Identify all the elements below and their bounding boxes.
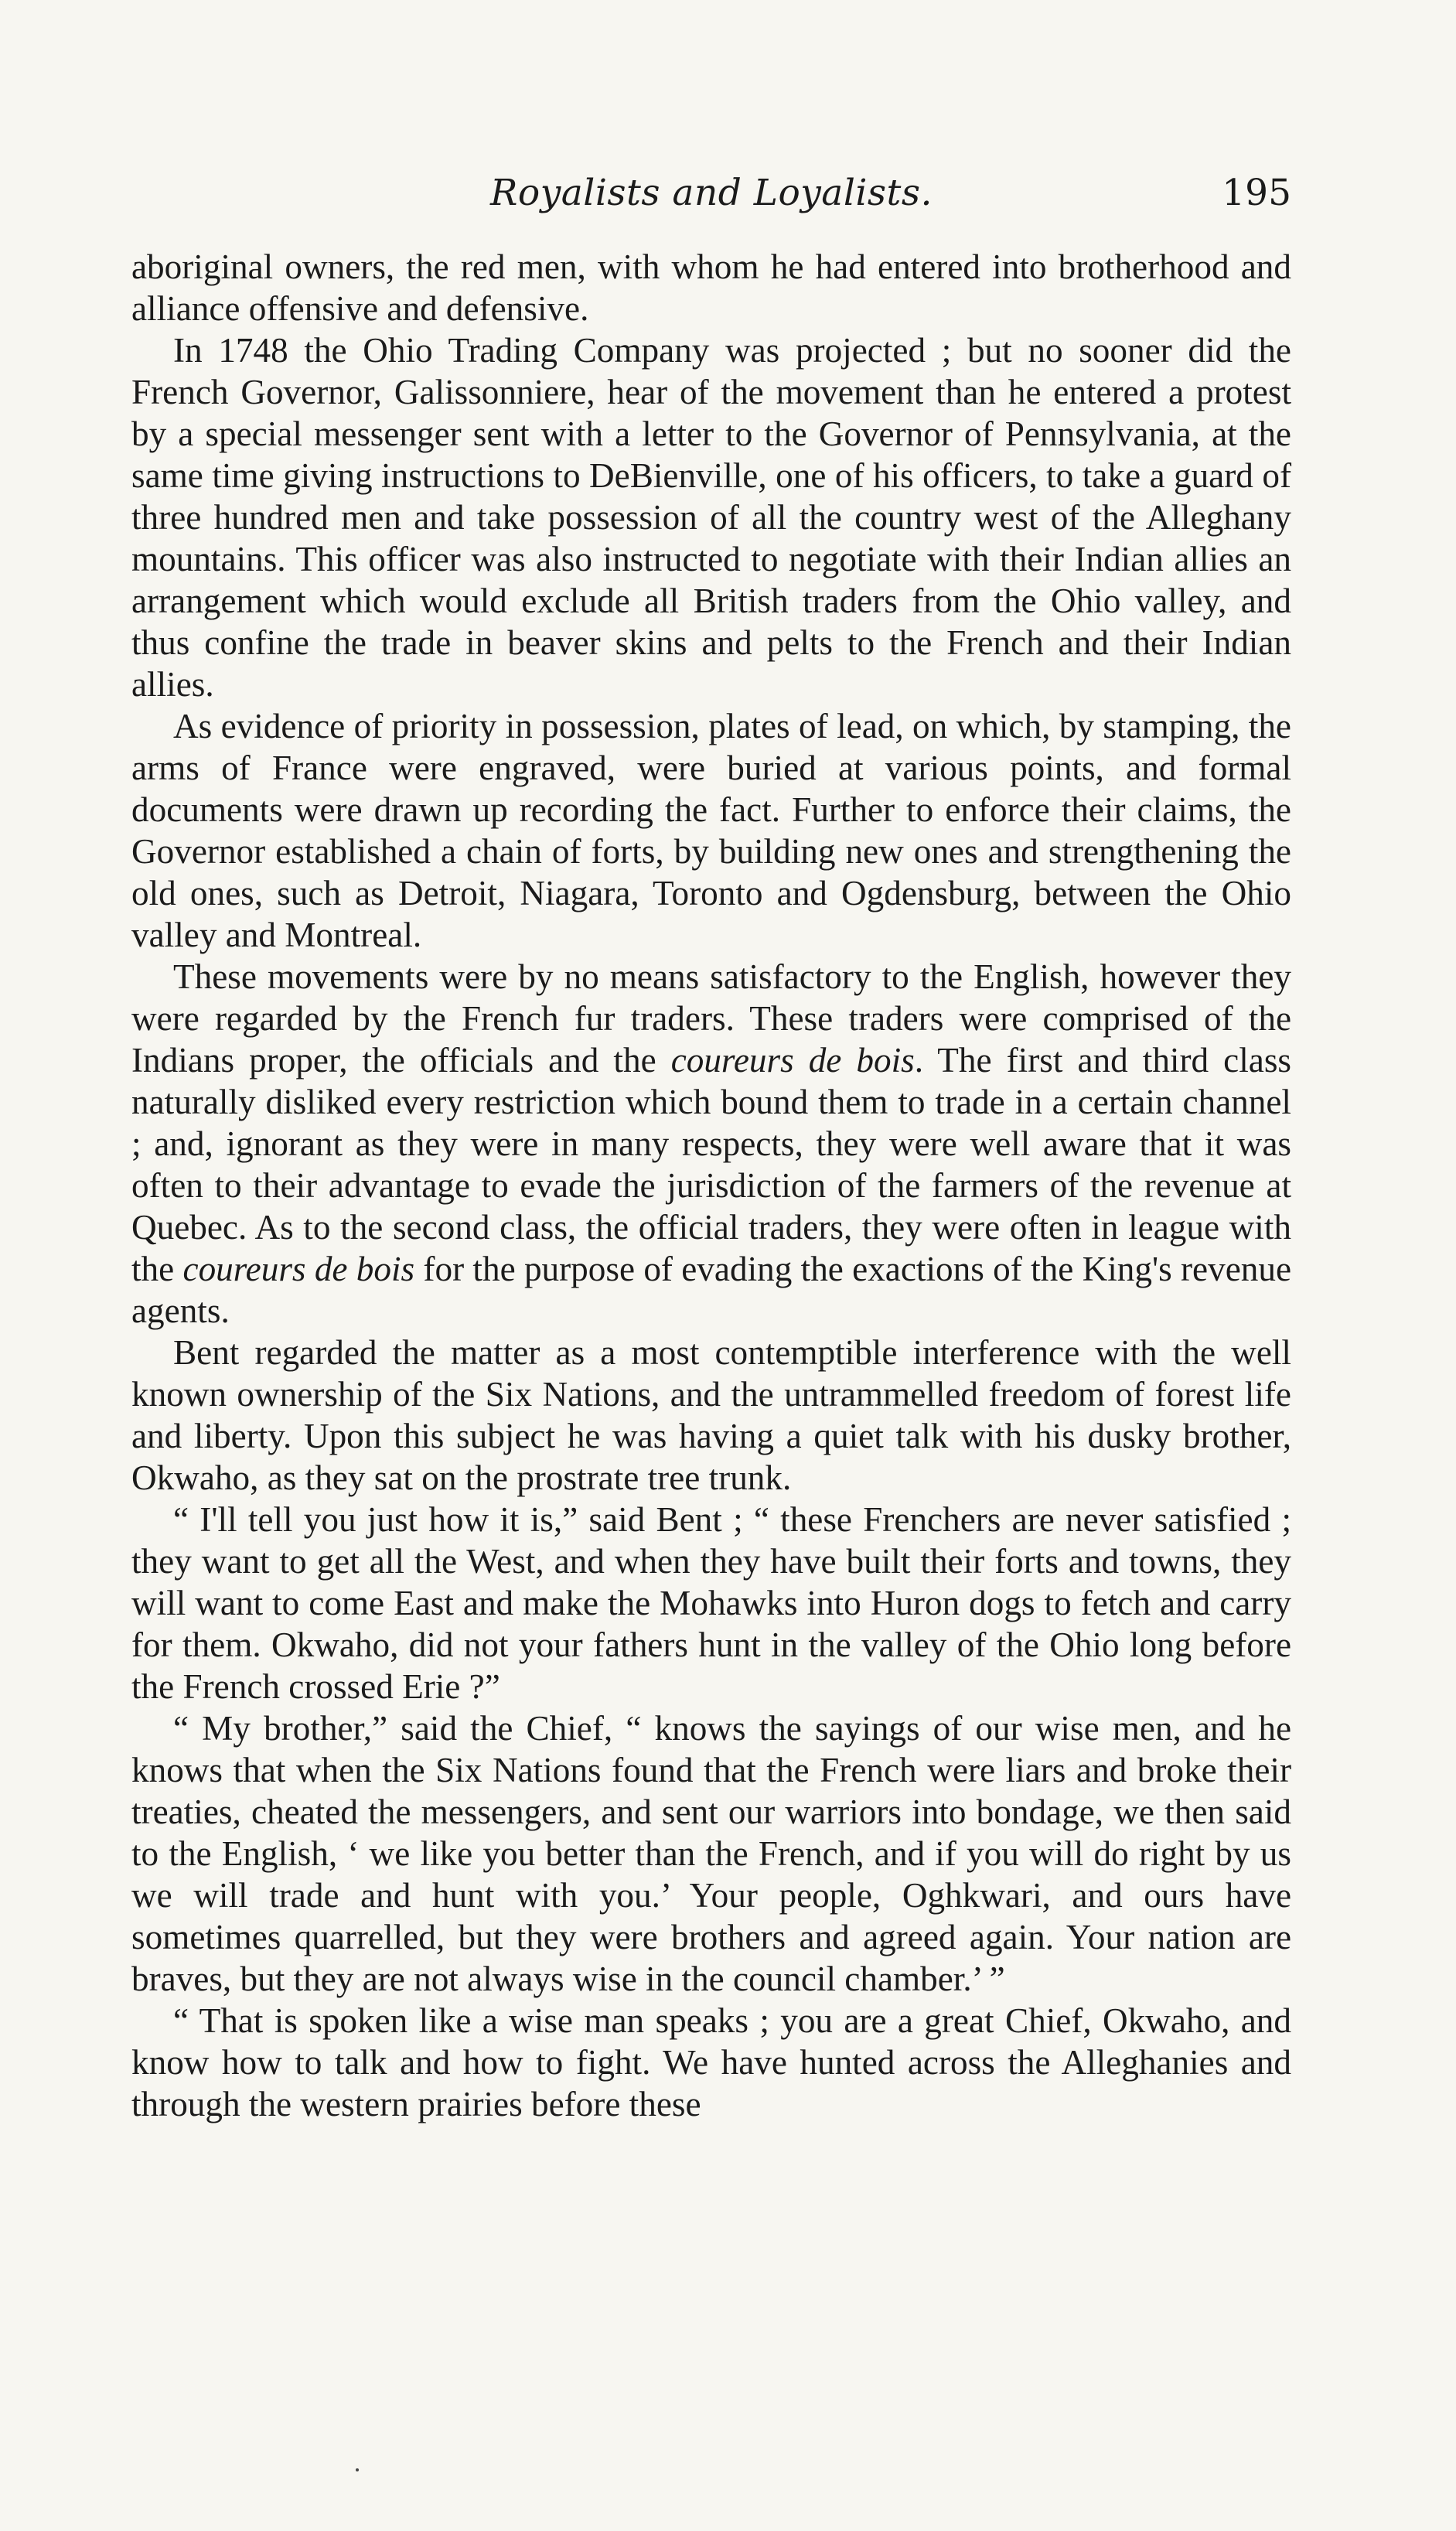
text-run: “ My brother,” said the Chief, “ knows the sayings of our wise men, and he knows that when the Six Nations found that the French were liars and broke their treaties, cheated the messengers, and sent our warriors into bondage, we then said to the English, ‘ we like you better than the French, and if you will do right by us we will trade and hunt with you.’ Your people, Oghkwari, and ours have sometimes quarrelled, but they were brothers and agreed again. Your nation are braves, but they are not always wise in the council chamber.’ ”: [131, 1709, 1291, 1998]
body-text: [131, 246, 1291, 2125]
paragraph-4: [131, 956, 1291, 1332]
text-run: . The first and third class naturally disliked every restriction which bound them to trade in a certain channel ; and, ignorant as they were in many respects, they were well aware that it was often to their advantage to evade the jurisdiction of the farmers of the revenue at Quebec. As to the second class, the official traders, they were often in league with the: [131, 1041, 1292, 1288]
paragraph-5: [131, 1332, 1291, 1499]
paragraph-8: [131, 2000, 1291, 2125]
running-title: Royalists and Loyalists.: [490, 172, 933, 214]
paragraph-6: [131, 1499, 1291, 1707]
text-run: In 1748 the Ohio Trading Company was projected ; but no sooner did the French Governor, Galissonniere, hear of the movement than he entered a protest by a special messenger sent with a letter to the Governor of Pennsylvania, at the same time giving instructions to DeBienville, one of his officers, to take a guard of three hundred men and take possession of all the country west of the Alleghany mountains. This officer was also instructed to negotiate with their Indian allies an arrangement which would exclude all British traders from the Ohio valley, and thus confine the trade in beaver skins and pelts to the French and their Indian allies.: [131, 331, 1291, 704]
paragraph-2: [131, 329, 1291, 705]
text-run: aboriginal owners, the red men, with whom he had entered into brotherhood and alliance offensive and defensive.: [131, 247, 1291, 328]
page-number: 195: [1222, 172, 1291, 214]
printer-mark-dot: [356, 2468, 359, 2471]
text-run: These movements were by no means satisfactory to the English, however they were regarded by the French fur traders. These traders were comprised of the Indians proper, the officials and the: [131, 957, 1291, 1080]
italic-phrase: coureurs de bois: [182, 1250, 415, 1288]
text-run: “ I'll tell you just how it is,” said Bent ; “ these Frenchers are never satisfied ; they want to get all the West, and when they have built their forts and towns, they will want to come East and make the Mohawks into Huron dogs to fetch and carry for them. Okwaho, did not your fathers hunt in the valley of the Ohio long before the French crossed Erie ?”: [131, 1500, 1291, 1706]
text-run: “ That is spoken like a wise man speaks ; you are a great Chief, Okwaho, and know how to talk and how to fight. We have hunted across the Alleghanies and through the western prairies before these: [131, 2001, 1291, 2123]
paragraph-1: [131, 246, 1291, 329]
text-run: for the purpose of evading the exactions of the King's revenue agents.: [131, 1250, 1291, 1330]
page-header: [131, 162, 1291, 224]
italic-phrase: coureurs de bois: [670, 1041, 915, 1080]
paragraph-3: [131, 705, 1291, 956]
text-run: As evidence of priority in possession, plates of lead, on which, by stamping, the arms of France were engraved, were buried at various points, and formal documents were drawn up recording the fact. Further to enforce their claims, the Governor established a chain of forts, by building new ones and strengthening the old ones, such as Detroit, Niagara, Toronto and Ogdensburg, between the Ohio valley and Montreal.: [131, 707, 1291, 954]
paragraph-7: [131, 1707, 1291, 2000]
text-run: Bent regarded the matter as a most contemptible interference with the well known ownership of the Six Nations, and the untrammelled freedom of forest life and liberty. Upon this subject he was having a quiet talk with his dusky brother, Okwaho, as they sat on the prostrate tree trunk.: [131, 1333, 1291, 1497]
